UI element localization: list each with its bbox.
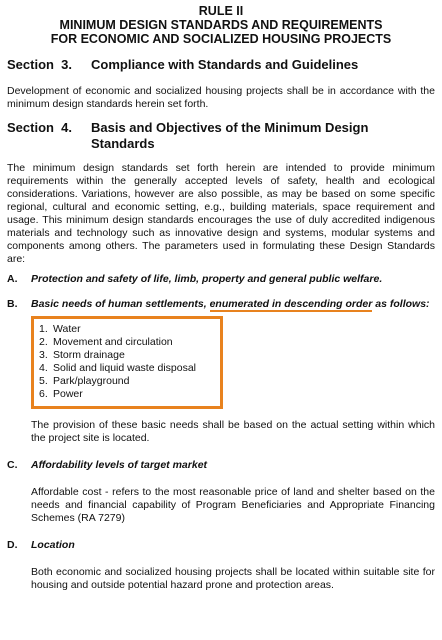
- section-3-title: Compliance with Standards and Guidelines: [91, 57, 359, 72]
- item-c-body: Affordable cost - refers to the most reasonable price of land and shelter based on the needs and financial capability of Program Beneficiaries and Appropriate Financing Schemes (RA 7279): [31, 486, 435, 524]
- basic-needs-highlight-box: [31, 316, 223, 409]
- section-4-number: Section 4.: [7, 120, 73, 135]
- item-b-title: [31, 298, 430, 311]
- item-b-body: The provision of these basic needs shall be based on the actual setting within which the project site is located.: [31, 419, 435, 444]
- item-a-letter: A.: [7, 273, 18, 285]
- item-b-title-start: Basic needs of human settlements,: [31, 298, 210, 310]
- section-3-body: Development of economic and socialized housing projects shall be in accordance with the minimum design standards herein set forth.: [7, 85, 435, 110]
- item-d-title: Location: [31, 539, 75, 551]
- item-b-letter: B.: [7, 298, 18, 310]
- item-b-title-end: as follows:: [372, 298, 430, 310]
- section-4-body: The minimum design standards set forth herein are intended to provide minimum requirements within the generally accepted levels of safety, health and ecological considerations. Variations, however are also possible, as may be based on some specific regional, cultural and economic setting, e.g., building materials, space requirement and usage. This minimum design standards encourages the use of duly accredited indigenous materials and technology such as innovative design and systems, modular systems and components among others. The parameters used in formulating these Design Standards are:: [7, 162, 435, 265]
- section-3-heading: [7, 57, 435, 73]
- item-c-letter: C.: [7, 459, 18, 471]
- section-4-heading: [7, 120, 435, 136]
- list-item: 2. Movement and circulation: [39, 336, 173, 348]
- item-c-heading: [7, 459, 435, 472]
- basic-needs-list: [39, 323, 220, 401]
- item-b-title-underlined: enumerated in descending order: [209, 298, 373, 310]
- item-d-letter: D.: [7, 539, 18, 551]
- section-3-number: Section 3.: [7, 57, 73, 72]
- list-item: 6. Power: [39, 388, 83, 400]
- item-a-heading: [7, 273, 435, 286]
- item-b-heading: [7, 298, 435, 311]
- item-c-title: Affordability levels of target market: [31, 459, 208, 471]
- section-4-heading-cont: [7, 136, 435, 152]
- list-item: 5. Park/playground: [39, 375, 130, 387]
- list-item: 1. Water: [39, 323, 81, 335]
- rule-title-line-1: MINIMUM DESIGN STANDARDS AND REQUIREMENTS: [59, 18, 383, 32]
- rule-title-line-2: FOR ECONOMIC AND SOCIALIZED HOUSING PROJECTS: [50, 32, 392, 46]
- section-4-title-line-1: Basis and Objectives of the Minimum Design: [91, 120, 369, 135]
- item-d-heading: [7, 539, 435, 552]
- item-a-title: Protection and safety of life, limb, property and general public welfare.: [31, 273, 383, 285]
- rule-heading: RULE II: [198, 4, 244, 18]
- section-4-title-line-2: Standards: [91, 136, 155, 151]
- item-d-body: Both economic and socialized housing projects shall be located within suitable site for housing and outside potential hazard prone and protection areas.: [31, 566, 435, 591]
- list-item: 3. Storm drainage: [39, 349, 125, 361]
- list-item: 4. Solid and liquid waste disposal: [39, 362, 197, 374]
